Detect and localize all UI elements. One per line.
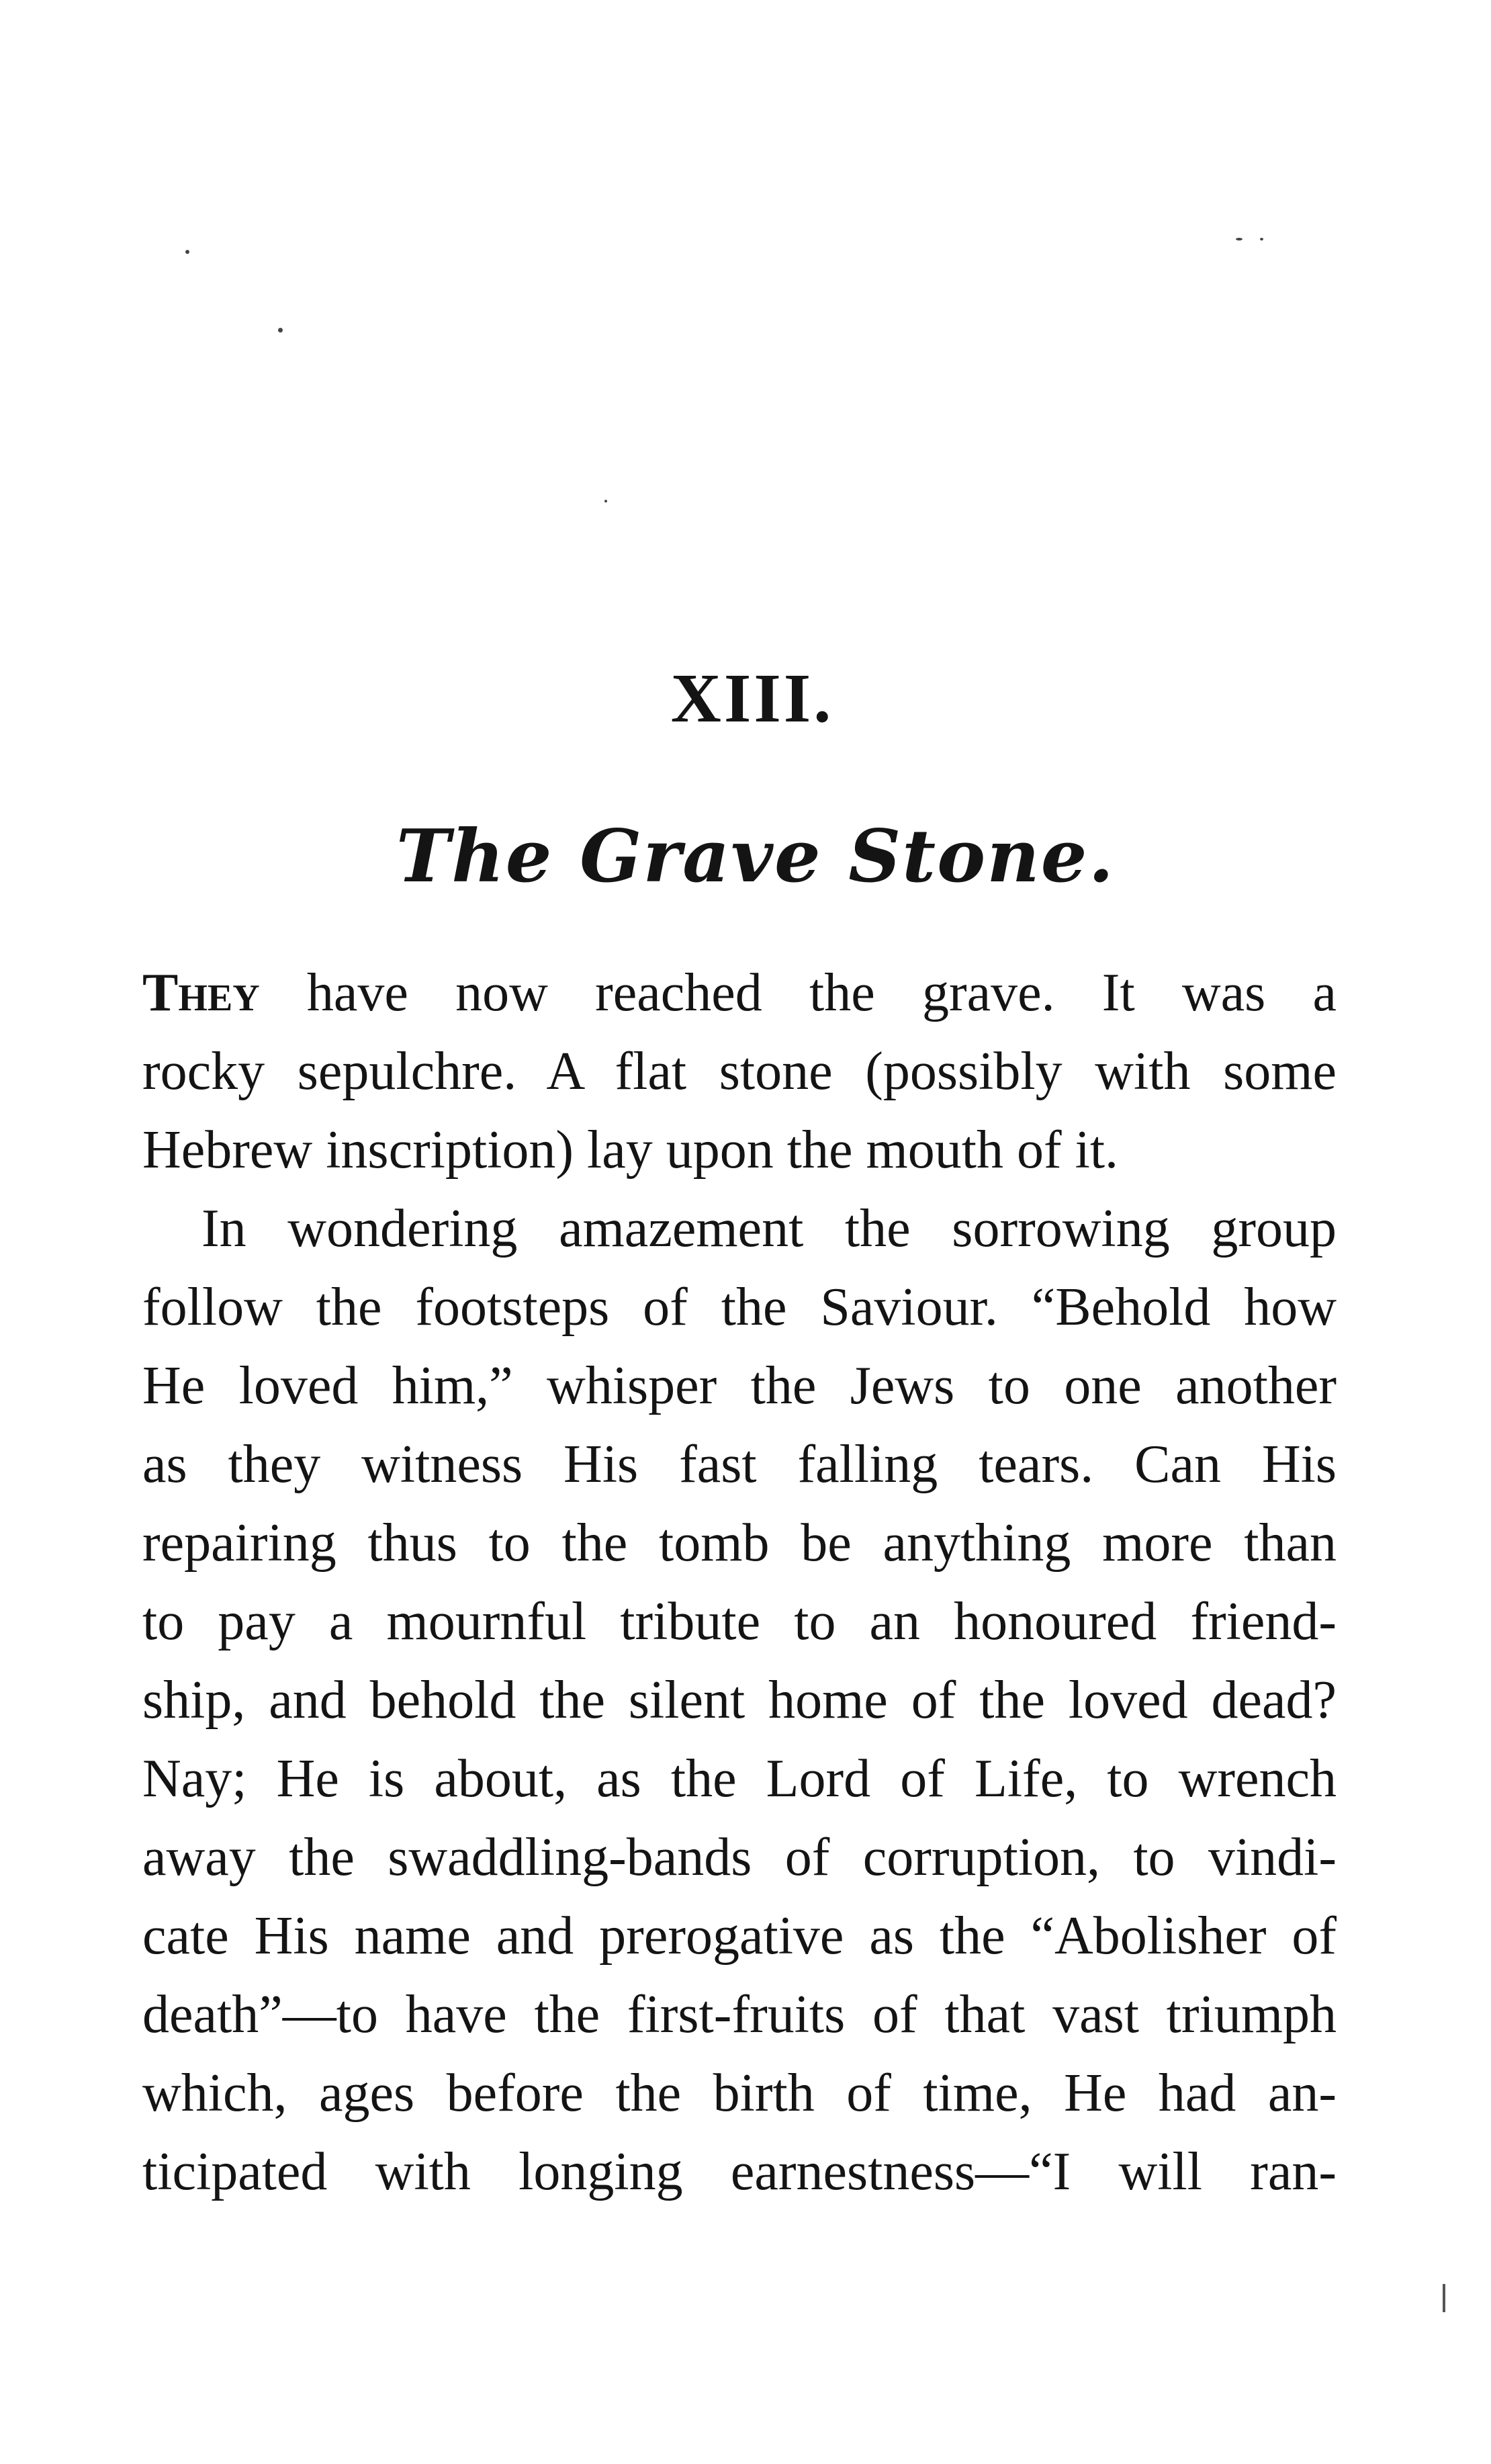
margin-mark (1443, 2284, 1445, 2312)
print-speck (604, 500, 607, 502)
small-caps-lead: They (142, 963, 260, 1022)
text-line: repairing thus to the tomb be anything more than (142, 1513, 1337, 1573)
print-speck (1260, 238, 1263, 240)
text-line: death”—to have the first-fruits of that vast triumph (142, 1985, 1337, 2044)
text-line: In wondering amazement the sorrowing group (201, 1199, 1337, 1258)
text-line: follow the footsteps of the Saviour. “Behold how (142, 1278, 1337, 1337)
text-line: They have now reached the grave. It was a (142, 963, 1337, 1022)
text-line: Hebrew inscription) lay upon the mouth of it. (142, 1120, 1119, 1180)
text-line: cate His name and prerogative as the “Abolisher of (142, 1906, 1337, 1966)
print-speck (278, 328, 283, 333)
chapter-title: The Grave Stone. (396, 814, 1116, 899)
text-line: which, ages before the birth of time, He had an- (142, 2064, 1337, 2123)
text-line: rocky sepulchre. A flat stone (possibly with some (142, 1042, 1337, 1101)
text-line: to pay a mournful tribute to an honoured friend- (142, 1592, 1337, 1651)
print-speck (1236, 238, 1242, 240)
text-line: ticipated with longing earnestness—“I will ran- (142, 2142, 1337, 2201)
text-line: as they witness His fast falling tears. Can His (142, 1435, 1337, 1494)
text-line: Nay; He is about, as the Lord of Life, to wrench (142, 1749, 1337, 1808)
text-line: ship, and behold the silent home of the loved dead? (142, 1671, 1337, 1730)
chapter-number: XIII. (670, 660, 834, 737)
print-speck (185, 250, 189, 254)
text-line: away the swaddling-bands of corruption, to vindi- (142, 1828, 1337, 1887)
text-line: He loved him,” whisper the Jews to one another (142, 1356, 1337, 1415)
body-text (142, 954, 1337, 2211)
